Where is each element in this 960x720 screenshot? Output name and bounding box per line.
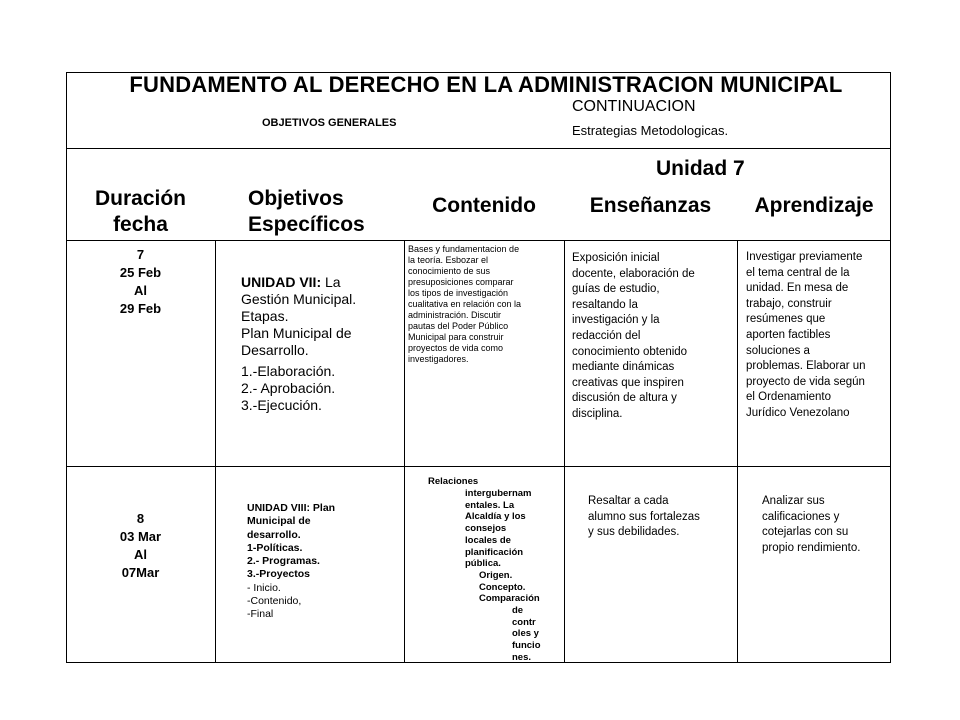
header-aprendizaje: Aprendizaje bbox=[754, 194, 874, 217]
header-duracion: Duración fecha bbox=[94, 187, 186, 236]
row1-objetivo: UNIDAD VII: La Gestión Municipal. Etapas. Plan Municipal de Desarrollo. 1.-Elaboración. 2.- Aprobación. 3.-Ejecución. bbox=[241, 274, 357, 413]
header-contenido: Contenido bbox=[432, 194, 536, 217]
estrategias-metodologicas: Estrategias Metodologicas. bbox=[572, 123, 729, 138]
objetivos-generales: OBJETIVOS GENERALES bbox=[262, 117, 397, 129]
row2-contenido-title: Relaciones bbox=[428, 476, 479, 487]
page-title: FUNDAMENTO AL DERECHO EN LA ADMINISTRACION MUNICIPAL bbox=[129, 72, 843, 97]
row1-aprendizaje: Investigar previamente el tema central de la unidad. En mesa de trabajo, construir resúmenes que aporten factibles soluciones a problemas. Elaborar un proyecto de vida según el Ordenamiento Jurídico Venezolano bbox=[746, 251, 866, 419]
row1-contenido: Bases y fundamentacion de la teoría. Esbozar el conocimiento de sus presuposiciones comparar los tipos de investigación cualitativa en relación con la administración. Discutir pautas del Poder Público Municipal para construir proyectos de vida como investigadores. bbox=[408, 244, 522, 364]
row2-fecha: 8 03 Mar Al 07Mar bbox=[119, 511, 162, 580]
row2-ensenanza: Resaltar a cada alumno sus fortalezas y sus debilidades. bbox=[588, 495, 700, 539]
row-divider-header bbox=[66, 240, 891, 241]
header-objetivos: Objetivos Específicos bbox=[248, 187, 365, 236]
col-divider-4 bbox=[737, 240, 738, 663]
col-divider-3 bbox=[564, 240, 565, 663]
row-divider-title bbox=[66, 148, 891, 149]
row2-aprendizaje: Analizar sus calificaciones y cotejarlas con su propio rendimiento. bbox=[762, 495, 861, 554]
col-divider-2 bbox=[404, 240, 405, 663]
row2-contenido-block-c: de contr oles y funcio nes. bbox=[512, 605, 541, 663]
row2-contenido-block-b: Origen. Concepto. Comparación bbox=[479, 570, 540, 605]
row1-fecha: 7 25 Feb Al 29 Feb bbox=[119, 247, 162, 316]
unidad-label: Unidad 7 bbox=[656, 157, 745, 180]
continuacion: CONTINUACION bbox=[572, 98, 696, 115]
row2-objetivo: UNIDAD VIII: Plan Municipal de desarrollo. 1-Políticas. 2.- Programas. 3.-Proyectos - Inicio. -Contenido, -Final bbox=[247, 502, 336, 621]
header-ensenanzas: Enseñanzas bbox=[589, 194, 712, 217]
row2-contenido-block-a: intergubernam entales. La Alcaldía y los consejos locales de planificación pública. bbox=[465, 488, 532, 570]
row-divider-row1 bbox=[66, 466, 891, 467]
row1-ensenanza: Exposición inicial docente, elaboración de guías de estudio, resaltando la investigación y la redacción del conocimiento obtenido mediante dinámicas creativas que inspiren discusión de altura y disciplina. bbox=[572, 252, 695, 420]
col-divider-1 bbox=[215, 240, 216, 663]
